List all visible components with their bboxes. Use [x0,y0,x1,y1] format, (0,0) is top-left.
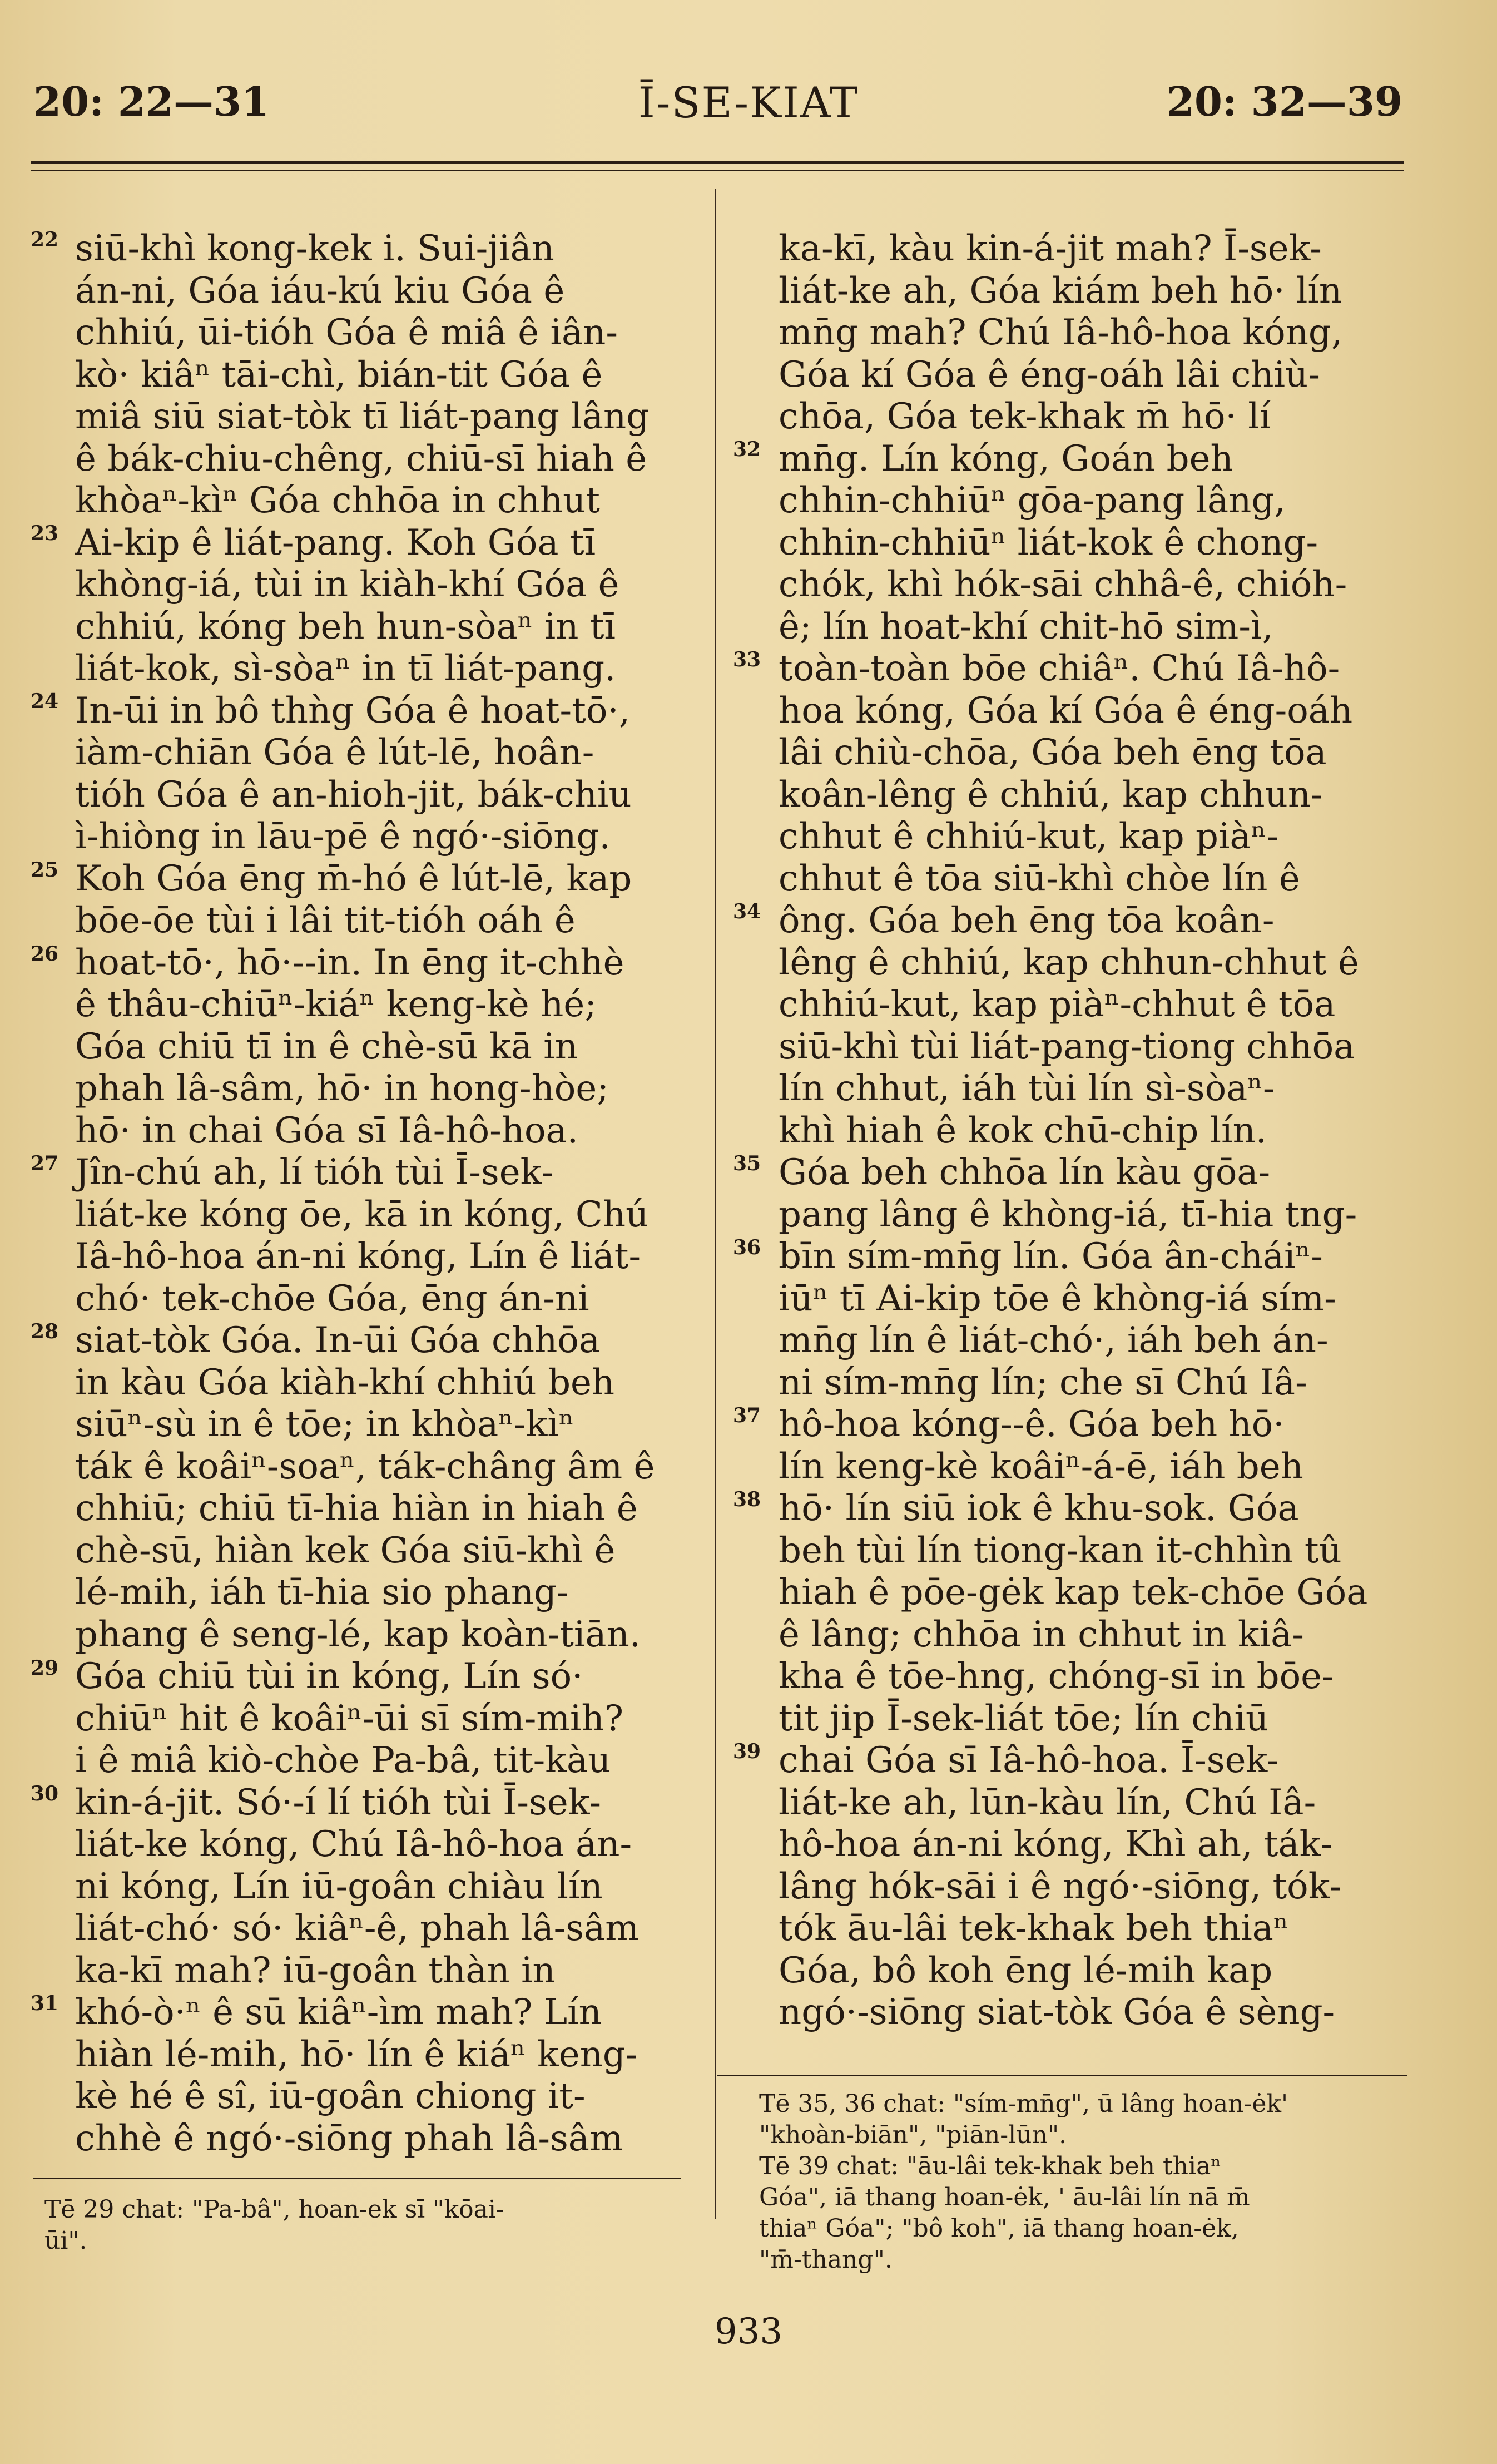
text-line: iūⁿ tī Ai-kip tōe ê khòng-iá sím- [779,1278,1336,1319]
header-right-reference: 20: 32—39 [1166,78,1402,125]
footnote-right [759,2089,1410,2275]
header-left-reference: 20: 22—31 [33,78,270,125]
text-line: ông. Góa beh ēng tōa koân- [779,900,1275,941]
text-line: lé-mih, iáh tī-hia sio phang- [75,1572,569,1613]
footnote-line: thiaⁿ Góa"; "bô koh", iā thang hoan-ėk, [759,2214,1239,2243]
text-line: chók, khì hók-sāi chhâ-ê, chióh- [779,564,1347,605]
text-line: chhut ê chhiú-kut, kap piàⁿ- [779,816,1278,857]
text-line: bīn sím-mn̄g lín. Góa ân-cháiⁿ- [779,1236,1323,1277]
verse-number: 36 [733,1236,761,1259]
footnote-line: "khoàn-biān", "piān-lūn". [759,2121,1067,2149]
text-line: chhiú, ūi-tióh Góa ê miâ ê iân- [75,312,618,353]
text-line: hoa kóng, Góa kí Góa ê éng-oáh [779,690,1353,731]
verse-number: 30 [31,1782,59,1805]
text-line: chhiū; chiū tī-hia hiàn in hiah ê [75,1488,638,1529]
text-line: khì hiah ê kok chū-chip lín. [779,1110,1267,1151]
text-line: ni kóng, Lín iū-goân chiàu lín [75,1866,603,1907]
book-title: Ī-SE-KIAT [638,78,859,127]
footnote-line: Tē 29 chat: "Pa-bâ", hoan-ek sī "kōai- [44,2195,504,2224]
text-line: ngó·-siōng siat-tòk Góa ê sèng- [779,1992,1335,2033]
text-line: hiah ê pōe-gėk kap tek-chōe Góa [779,1572,1368,1613]
text-line: toàn-toàn bōe chiâⁿ. Chú Iâ-hô- [779,648,1340,689]
text-line: chè-sū, hiàn kek Góa siū-khì ê [75,1530,616,1571]
verse-number: 34 [733,900,761,923]
verse-number: 37 [733,1404,761,1427]
text-line: Iâ-hô-hoa án-ni kóng, Lín ê liát- [75,1236,641,1277]
text-line: chhin-chhiūⁿ liát-kok ê chong- [779,522,1318,563]
text-line: mn̄g mah? Chú Iâ-hô-hoa kóng, [779,312,1343,353]
text-line: hiàn lé-mih, hō· lín ê kiáⁿ keng- [75,2033,638,2075]
text-line: iàm-chiān Góa ê lút-lē, hoân- [75,732,594,773]
footnote-rule-left [33,2178,681,2179]
text-line: kin-á-jit. Só·-í lí tióh tùi Ī-sek- [75,1782,601,1823]
verse-number: 22 [31,228,59,251]
text-line: miâ siū siat-tòk tī liát-pang lâng [75,396,650,437]
text-line: khòng-iá, tùi in kiàh-khí Góa ê [75,564,619,605]
text-line: phang ê seng-lé, kap koàn-tiān. [75,1614,641,1655]
text-line: tit jip Ī-sek-liát tōe; lín chiū [779,1698,1269,1739]
text-line: Góa chiū tùi in kóng, Lín só· [75,1656,583,1697]
text-line: hō· lín siū iok ê khu-sok. Góa [779,1488,1299,1529]
text-line: Jîn-chú ah, lí tióh tùi Ī-sek- [75,1152,553,1193]
text-line: hoat-tō·, hō·--in. In ēng it-chhè [75,942,624,983]
verse-number: 27 [31,1152,59,1175]
text-line: lêng ê chhiú, kap chhun-chhut ê [779,942,1359,983]
text-line: hô-hoa án-ni kóng, Khì ah, ták- [779,1824,1332,1865]
text-line: ka-kī mah? iū-goân thàn in [75,1950,556,1991]
text-line: án-ni, Góa iáu-kú kiu Góa ê [75,270,565,311]
text-line: ê bák-chiu-chêng, chiū-sī hiah ê [75,438,647,479]
text-line: Ai-kip ê liát-pang. Koh Góa tī [75,522,596,563]
verse-number: 28 [31,1320,59,1343]
text-line: Góa beh chhōa lín kàu gōa- [779,1152,1271,1193]
text-line: liát-ke ah, lūn-kàu lín, Chú Iâ- [779,1782,1316,1823]
footnote-left [44,2194,678,2257]
footnote-line: ūi". [44,2226,87,2255]
verse-number: 24 [31,690,59,713]
text-line: chiūⁿ hit ê koâiⁿ-ūi sī sím-mih? [75,1698,623,1739]
text-line: lín chhut, iáh tùi lín sì-sòaⁿ- [779,1068,1275,1109]
text-line: chó· tek-chōe Góa, ēng án-ni [75,1278,589,1319]
text-line: Góa chiū tī in ê chè-sū kā in [75,1026,578,1067]
verse-number: 33 [733,648,761,671]
text-line: chhut ê tōa siū-khì chòe lín ê [779,858,1300,899]
text-line: liát-kok, sì-sòaⁿ in tī liát-pang. [75,648,616,689]
left-column-text [75,228,673,2160]
footnote-line: Tē 35, 36 chat: "sím-mn̄g", ū lâng hoan-ėk' [759,2090,1288,2118]
text-line: chai Góa sī Iâ-hô-hoa. Ī-sek- [779,1740,1279,1781]
text-line: liát-ke kóng ōe, kā in kóng, Chú [75,1194,649,1235]
text-line: lâng hók-sāi i ê ngó·-siōng, tók- [779,1866,1341,1907]
verse-number: 29 [31,1656,59,1680]
text-line: Koh Góa ēng m̄-hó ê lút-lē, kap [75,858,632,899]
text-line: chhiú-kut, kap piàⁿ-chhut ê tōa [779,984,1336,1025]
text-line: mn̄g. Lín kóng, Goán beh [779,438,1233,479]
text-line: Góa kí Góa ê éng-oáh lâi chiù- [779,354,1320,395]
text-line: phah lâ-sâm, hō· in hong-hòe; [75,1068,609,1109]
page-number: 933 [714,2311,783,2352]
text-line: siat-tòk Góa. In-ūi Góa chhōa [75,1320,600,1361]
verse-number: 31 [31,1992,59,2015]
text-line: siū-khì kong-kek i. Sui-jiân [75,228,554,269]
text-line: liát-ke kóng, Chú Iâ-hô-hoa án- [75,1824,632,1865]
footnote-line: Góa", iā thang hoan-ėk, ' āu-lâi lín nā m̄ [759,2183,1250,2211]
text-line: khòaⁿ-kìⁿ Góa chhōa in chhut [75,480,600,521]
verse-number: 39 [733,1740,761,1763]
verse-number: 35 [733,1152,761,1175]
text-line: i ê miâ kiò-chòe Pa-bâ, tit-kàu [75,1740,611,1781]
text-line: pang lâng ê khòng-iá, tī-hia tng- [779,1194,1357,1235]
footnote-line: "m̄-thang". [759,2245,893,2274]
text-line: tók āu-lâi tek-khak beh thiaⁿ [779,1908,1289,1949]
text-line: ì-hiòng in lāu-pē ê ngó·-siōng. [75,816,611,857]
text-line: khó-ò·ⁿ ê sū kiâⁿ-ìm mah? Lín [75,1992,602,2033]
verse-number: 32 [733,438,761,461]
text-line: kha ê tōe-hng, chóng-sī in bōe- [779,1656,1334,1697]
text-line: chōa, Góa tek-khak m̄ hō· lí [779,396,1271,437]
right-column-text [779,228,1407,2034]
text-line: ê; lín hoat-khí chit-hō sim-ì, [779,606,1273,647]
text-line: chhiú, kóng beh hun-sòaⁿ in tī [75,606,616,647]
text-line: beh tùi lín tiong-kan it-chhìn tû [779,1530,1342,1571]
text-line: Góa, bô koh ēng lé-mih kap [779,1950,1273,1991]
text-line: kò· kiâⁿ tāi-chì, bián-tit Góa ê [75,354,603,395]
text-line: liát-ke ah, Góa kiám beh hō· lín [779,270,1342,311]
verse-number: 25 [31,858,59,882]
text-line: lín keng-kè koâiⁿ-á-ē, iáh beh [779,1446,1303,1487]
header-rule-thick [31,161,1404,164]
text-line: tióh Góa ê an-hioh-jit, bák-chiu [75,774,632,815]
text-line: siūⁿ-sù in ê tōe; in khòaⁿ-kìⁿ [75,1404,574,1445]
text-line: chhin-chhiūⁿ gōa-pang lâng, [779,480,1286,521]
text-line: hô-hoa kóng--ê. Góa beh hō· [779,1404,1285,1445]
text-line: koân-lêng ê chhiú, kap chhun- [779,774,1323,815]
text-line: ták ê koâiⁿ-soaⁿ, ták-châng âm ê [75,1446,655,1487]
column-divider [715,189,716,2219]
text-line: ni sím-mn̄g lín; che sī Chú Iâ- [779,1362,1307,1403]
verse-number: 23 [31,522,59,545]
text-line: In-ūi in bô thǹg Góa ê hoat-tō·, [75,690,631,731]
text-line: liát-chó· só· kiâⁿ-ê, phah lâ-sâm [75,1908,639,1949]
text-line: in kàu Góa kiàh-khí chhiú beh [75,1362,615,1403]
text-line: mn̄g lín ê liát-chó·, iáh beh án- [779,1320,1329,1361]
text-line: hō· in chai Góa sī Iâ-hô-hoa. [75,1110,578,1151]
footnote-rule-right [717,2075,1407,2076]
verse-number: 26 [31,942,59,966]
text-line: bōe-ōe tùi i lâi tit-tióh oáh ê [75,900,576,941]
verse-number: 38 [733,1488,761,1511]
text-line: lâi chiù-chōa, Góa beh ēng tōa [779,732,1327,773]
footnote-line: Tē 39 chat: "āu-lâi tek-khak beh thiaⁿ [759,2152,1222,2180]
text-line: ê lâng; chhōa in chhut in kiâ- [779,1614,1304,1655]
text-line: ka-kī, kàu kin-á-jit mah? Ī-sek- [779,228,1322,269]
header-rule-thin [31,170,1404,171]
text-line: ê thâu-chiūⁿ-kiáⁿ keng-kè hé; [75,984,597,1025]
text-line: kè hé ê sî, iū-goân chiong it- [75,2076,586,2117]
text-line: chhè ê ngó·-siōng phah lâ-sâm [75,2117,623,2159]
text-line: siū-khì tùi liát-pang-tiong chhōa [779,1026,1355,1067]
